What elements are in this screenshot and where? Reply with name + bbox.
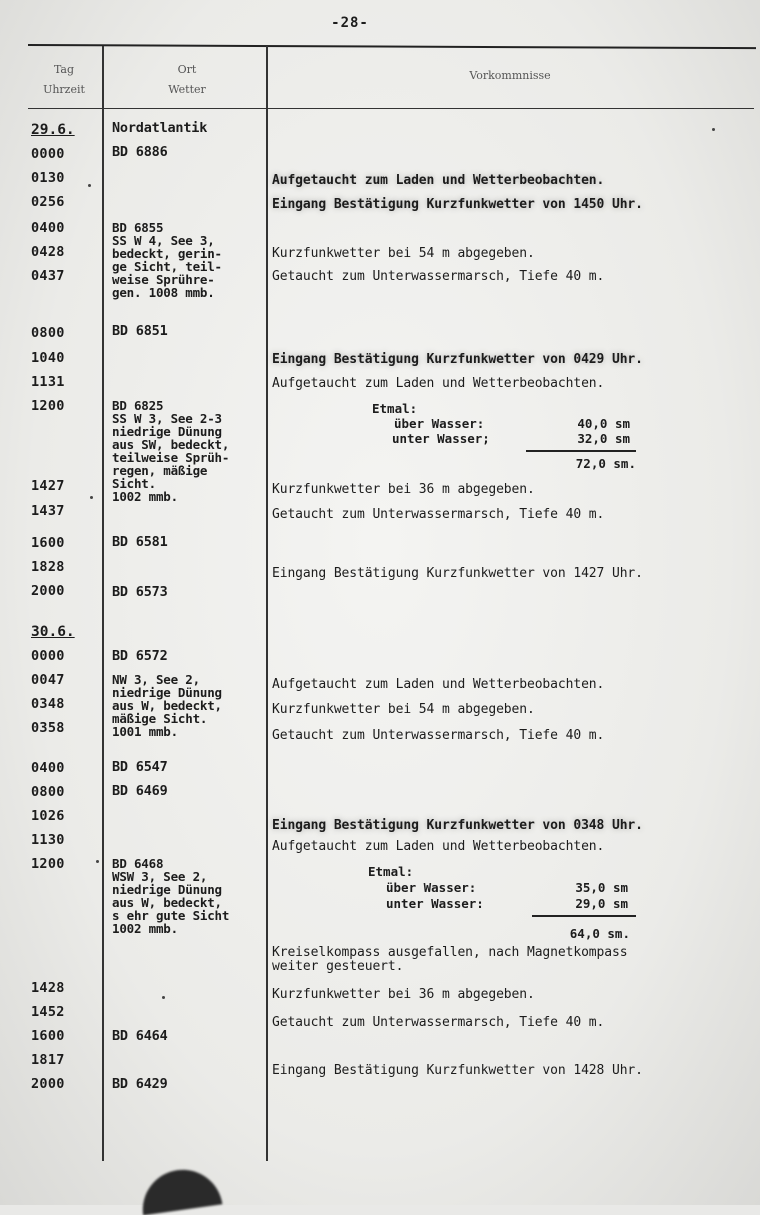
column-divider-2: [266, 46, 268, 1161]
column-divider-1: [102, 46, 104, 1161]
header-tag: Tag: [53, 63, 75, 76]
time-cell: 0400: [31, 760, 65, 776]
event-cell: Eingang Bestätigung Kurzfunkwetter von 1427 Uhr.: [272, 566, 643, 581]
day1-region: Nordatlantik: [112, 120, 208, 136]
time-cell: 1600: [31, 1028, 65, 1044]
place-weather-cell: BD 6855 SS W 4, See 3, bedeckt, gerin- ge Sicht, teil- weise Sprühre- gen. 1008 mmb.: [112, 220, 222, 300]
time-cell: 0256: [31, 194, 65, 210]
day1-date: 29.6.: [31, 122, 75, 138]
time-cell: 0800: [31, 784, 65, 800]
etmal-above-label: über Wasser:: [394, 416, 485, 431]
time-cell: 1200: [31, 398, 65, 414]
time-cell: 0400: [31, 220, 65, 236]
time-cell: 0348: [31, 696, 65, 712]
time-cell: 2000: [31, 583, 65, 599]
event-cell: Eingang Bestätigung Kurzfunkwetter von 0429 Uhr.: [272, 352, 643, 367]
time-cell: 1452: [31, 1004, 65, 1020]
time-cell: 0428: [31, 244, 65, 260]
etmal-above-value: 40,0 sm: [577, 416, 630, 431]
place-cell: BD 6464: [112, 1028, 168, 1044]
time-cell: 0437: [31, 268, 65, 284]
header-events: Vorkommnisse: [469, 69, 551, 82]
event-cell: Getaucht zum Unterwassermarsch, Tiefe 40 m.: [272, 728, 605, 743]
time-cell: 0800: [31, 325, 65, 341]
ink-speck: [712, 128, 715, 131]
time-cell: 1427: [31, 478, 65, 494]
etmal-title: Etmal:: [368, 864, 414, 879]
etmal-title: Etmal:: [372, 401, 418, 416]
time-cell: 1828: [31, 559, 65, 575]
etmal-above-value: 35,0 sm: [575, 880, 628, 895]
time-cell: 1600: [31, 535, 65, 551]
header-wetter: Wetter: [168, 83, 206, 96]
time-cell: 0000: [31, 146, 65, 162]
time-cell: 1040: [31, 350, 65, 366]
page-number: -28-: [331, 15, 369, 31]
time-cell: 0130: [31, 170, 65, 186]
top-rule: [28, 44, 756, 49]
event-cell: Aufgetaucht zum Laden und Wetterbeobachten.: [272, 839, 605, 854]
event-cell: Eingang Bestätigung Kurzfunkwetter von 1428 Uhr.: [272, 1063, 643, 1078]
place-cell: BD 6886: [112, 144, 168, 160]
time-cell: 1437: [31, 503, 65, 519]
time-cell: 1817: [31, 1052, 65, 1068]
header-rule: [28, 108, 754, 109]
time-cell: 1428: [31, 980, 65, 996]
ink-speck: [88, 184, 91, 187]
etmal-below-value: 32,0 sm: [577, 431, 630, 446]
place-cell: BD 6547: [112, 759, 168, 775]
etmal-block-day2: [368, 864, 668, 944]
event-cell: Aufgetaucht zum Laden und Wetterbeobachten.: [272, 376, 605, 391]
event-cell: Aufgetaucht zum Laden und Wetterbeobachten.: [272, 677, 605, 692]
etmal-above-label: über Wasser:: [386, 880, 477, 895]
event-cell: Kurzfunkwetter bei 36 m abgegeben.: [272, 987, 535, 1002]
place-cell: BD 6573: [112, 584, 168, 600]
event-cell: Eingang Bestätigung Kurzfunkwetter von 1450 Uhr.: [272, 197, 643, 212]
place-weather-cell: BD 6825 SS W 3, See 2-3 niedrige Dünung aus SW, bedeckt, teilweise Sprüh- regen, mäßige Sicht. 1002 mmb.: [112, 398, 230, 504]
place-weather-cell: BD 6468 WSW 3, See 2, niedrige Dünung aus W, bedeckt, s ehr gute Sicht 1002 mmb.: [112, 856, 230, 936]
event-cell: Kreiselkompass ausgefallen, nach Magnetkompass weiter gesteuert.: [272, 945, 628, 974]
place-weather-cell: NW 3, See 2, niedrige Dünung aus W, bedeckt, mäßige Sicht. 1001 mmb.: [112, 672, 222, 739]
time-cell: 1200: [31, 856, 65, 872]
etmal-below-label: unter Wasser;: [392, 431, 490, 446]
time-cell: 1130: [31, 832, 65, 848]
place-cell: BD 6469: [112, 783, 168, 799]
etmal-below-value: 29,0 sm: [575, 896, 628, 911]
ink-speck: [162, 996, 165, 999]
etmal-block-day1: [372, 401, 672, 481]
event-cell: Kurzfunkwetter bei 54 m abgegeben.: [272, 702, 535, 717]
etmal-sum-rule: [526, 450, 636, 452]
event-cell: Getaucht zum Unterwassermarsch, Tiefe 40 m.: [272, 1015, 605, 1030]
ink-speck: [90, 496, 93, 499]
event-cell: Kurzfunkwetter bei 36 m abgegeben.: [272, 482, 535, 497]
time-cell: 2000: [31, 1076, 65, 1092]
ink-speck: [96, 860, 99, 863]
etmal-total-value: 64,0 sm.: [569, 926, 630, 941]
etmal-below-label: unter Wasser:: [386, 896, 484, 911]
time-cell: 0000: [31, 648, 65, 664]
header-uhrzeit: Uhrzeit: [43, 83, 85, 96]
thumb-shadow: [138, 1165, 223, 1215]
time-cell: 1131: [31, 374, 65, 390]
header-ort: Ort: [177, 63, 197, 76]
header-day-time: [30, 60, 98, 100]
place-cell: BD 6429: [112, 1076, 168, 1092]
event-cell: Getaucht zum Unterwassermarsch, Tiefe 40 m.: [272, 507, 605, 522]
place-cell: BD 6572: [112, 648, 168, 664]
event-cell: Aufgetaucht zum Laden und Wetterbeobachten.: [272, 173, 605, 188]
header-place-weather: [108, 60, 266, 100]
etmal-total-value: 72,0 sm.: [575, 456, 636, 471]
time-cell: 0358: [31, 720, 65, 736]
time-cell: 0047: [31, 672, 65, 688]
place-cell: BD 6851: [112, 323, 168, 339]
place-cell: BD 6581: [112, 534, 168, 550]
event-cell: Eingang Bestätigung Kurzfunkwetter von 0348 Uhr.: [272, 818, 643, 833]
day2-date: 30.6.: [31, 624, 75, 640]
time-cell: 1026: [31, 808, 65, 824]
etmal-sum-rule: [532, 915, 636, 917]
event-cell: Getaucht zum Unterwassermarsch, Tiefe 40 m.: [272, 269, 605, 284]
event-cell: Kurzfunkwetter bei 54 m abgegeben.: [272, 246, 535, 261]
